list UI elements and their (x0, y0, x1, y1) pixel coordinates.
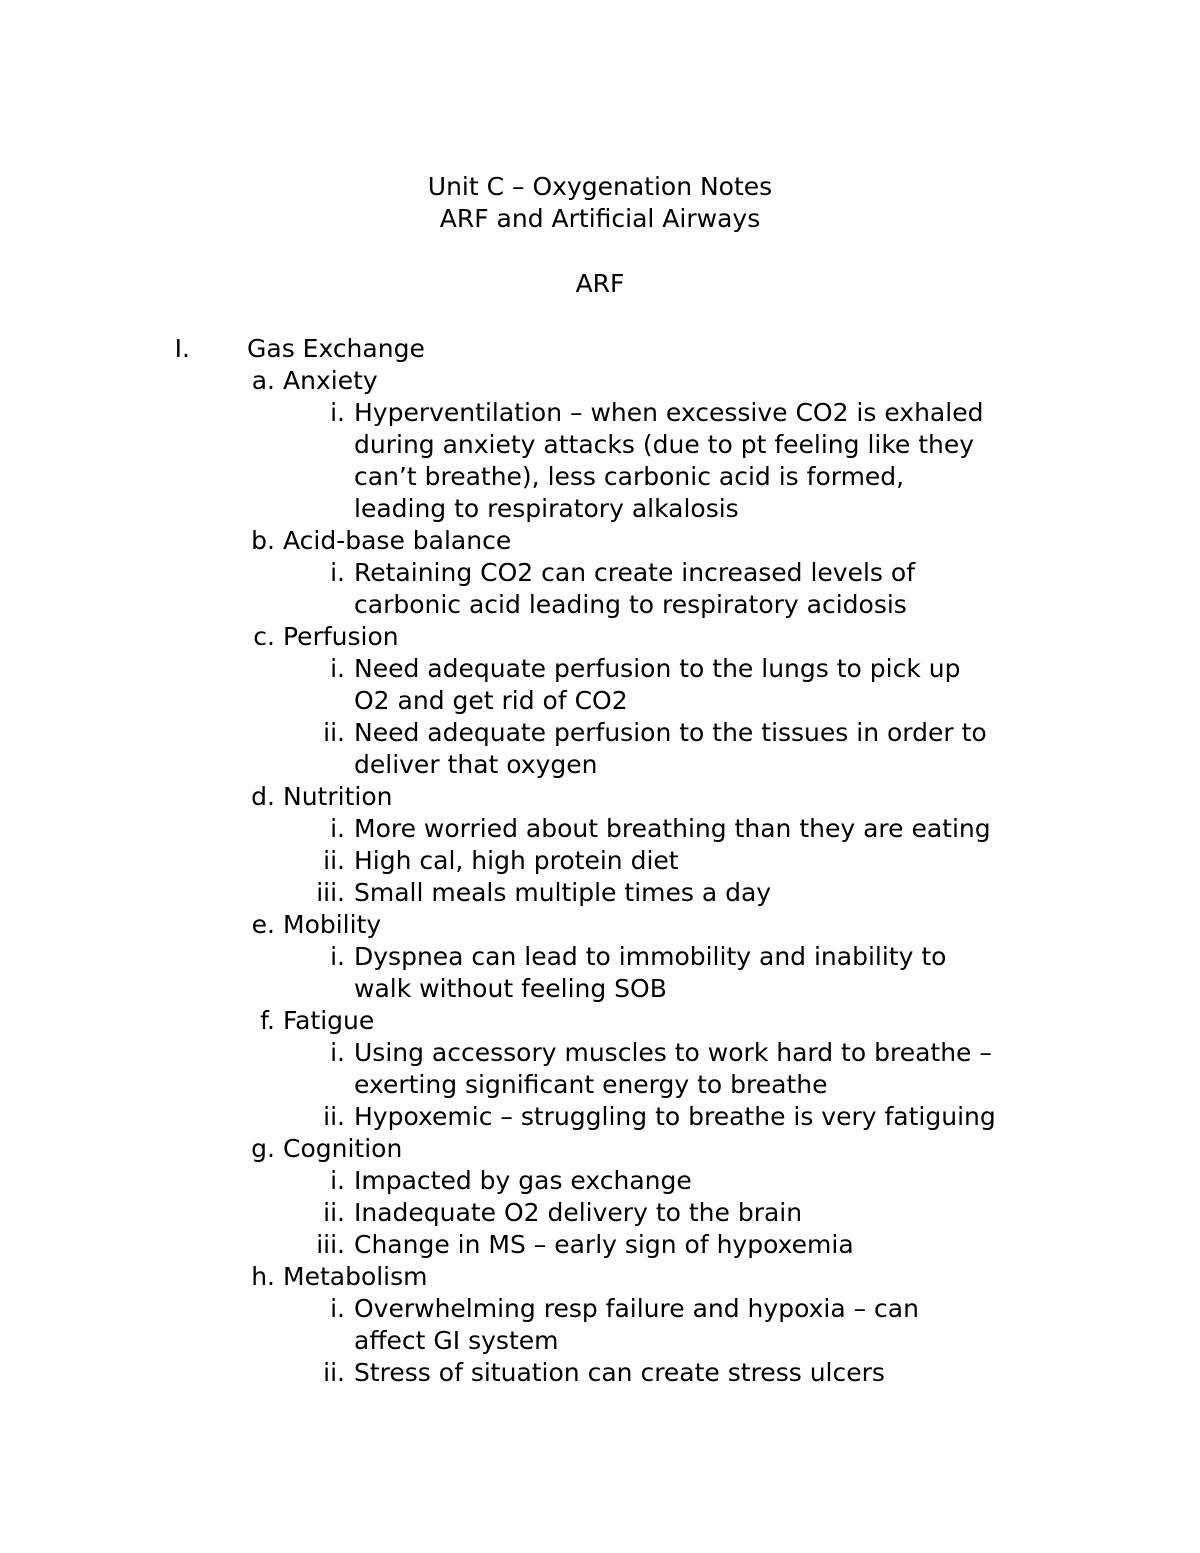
outline-item-level-2 (0, 781, 1200, 813)
outline-marker: e. (251, 910, 275, 939)
outline-item-level-3 (0, 397, 1200, 429)
outline-text: Small meals multiple times a day (354, 878, 772, 907)
outline-continuation-line (0, 461, 1200, 493)
outline-marker: ii. (323, 1358, 345, 1387)
outline-text: Dyspnea can lead to immobility and inability to (354, 942, 947, 971)
outline-text: Stress of situation can create stress ulcers (354, 1358, 885, 1387)
outline-marker: i. (330, 398, 345, 427)
outline-text: leading to respiratory alkalosis (354, 494, 739, 523)
outline-continuation-line (0, 685, 1200, 717)
outline-item-level-3 (0, 1293, 1200, 1325)
outline-text: Hypoxemic – struggling to breathe is very fatiguing (354, 1102, 996, 1131)
outline-item-level-3 (0, 1165, 1200, 1197)
document-title: Unit C – Oxygenation Notes (427, 172, 773, 201)
outline-text: Perfusion (283, 622, 399, 651)
outline-text: affect GI system (354, 1326, 559, 1355)
outline-text: walk without feeling SOB (354, 974, 667, 1003)
outline-text: Need adequate perfusion to the tissues in order to (354, 718, 987, 747)
outline-marker: i. (330, 1294, 345, 1323)
outline-text: Anxiety (283, 366, 378, 395)
outline-text: Gas Exchange (247, 334, 425, 363)
outline-item-level-2 (0, 1261, 1200, 1293)
outline-continuation-line (0, 589, 1200, 621)
outline-marker: i. (330, 1038, 345, 1067)
outline-continuation-line (0, 973, 1200, 1005)
outline-text: deliver that oxygen (354, 750, 598, 779)
outline-text: exerting significant energy to breathe (354, 1070, 828, 1099)
outline-marker: d. (251, 782, 275, 811)
outline-item-level-3 (0, 813, 1200, 845)
outline-text: Acid-base balance (283, 526, 512, 555)
outline-marker: i. (330, 814, 345, 843)
outline-item-level-2 (0, 621, 1200, 653)
outline-marker: f. (260, 1006, 275, 1035)
outline-text: Nutrition (283, 782, 393, 811)
outline-item-level-3 (0, 845, 1200, 877)
outline-text: High cal, high protein diet (354, 846, 679, 875)
outline-marker: ii. (323, 846, 345, 875)
outline-text: Overwhelming resp failure and hypoxia – can (354, 1294, 919, 1323)
outline-continuation-line (0, 493, 1200, 525)
outline-text: can’t breathe), less carbonic acid is formed, (354, 462, 905, 491)
outline-item-level-3 (0, 941, 1200, 973)
outline-item-level-3 (0, 557, 1200, 589)
outline-text: Using accessory muscles to work hard to breathe – (354, 1038, 992, 1067)
outline-item-level-2 (0, 1005, 1200, 1037)
outline-marker: c. (253, 622, 275, 651)
document-subtitle: ARF and Artificial Airways (439, 204, 761, 233)
outline-item-level-3 (0, 1357, 1200, 1389)
document-header (0, 171, 1200, 300)
outline-marker: i. (330, 654, 345, 683)
outline-item-level-3 (0, 1229, 1200, 1261)
outline-item-level-2 (0, 365, 1200, 397)
section-heading: ARF (575, 269, 625, 298)
outline-continuation-line (0, 749, 1200, 781)
outline-item-level-3 (0, 653, 1200, 685)
outline-item-level-2 (0, 525, 1200, 557)
outline-marker: ii. (323, 718, 345, 747)
outline-marker: i. (330, 558, 345, 587)
outline-text: Hyperventilation – when excessive CO2 is exhaled (354, 398, 984, 427)
outline-text: Mobility (283, 910, 382, 939)
outline-text: Fatigue (283, 1006, 375, 1035)
outline-continuation-line (0, 1069, 1200, 1101)
outline-item-level-3 (0, 1101, 1200, 1133)
outline-text: during anxiety attacks (due to pt feeling like they (354, 430, 975, 459)
notes-outline (0, 333, 1200, 1389)
outline-continuation-line (0, 429, 1200, 461)
outline-marker: ii. (323, 1198, 345, 1227)
outline-marker: h. (251, 1262, 275, 1291)
outline-item-level-3 (0, 877, 1200, 909)
outline-text: Cognition (283, 1134, 403, 1163)
outline-continuation-line (0, 1325, 1200, 1357)
outline-marker: ii. (323, 1102, 345, 1131)
outline-text: Impacted by gas exchange (354, 1166, 692, 1195)
outline-marker: iii. (316, 878, 345, 907)
outline-marker: a. (251, 366, 275, 395)
outline-text: carbonic acid leading to respiratory acidosis (354, 590, 907, 619)
outline-text: Change in MS – early sign of hypoxemia (354, 1230, 854, 1259)
outline-marker: g. (251, 1134, 275, 1163)
outline-item-level-3 (0, 717, 1200, 749)
outline-marker: b. (251, 526, 275, 555)
outline-text: O2 and get rid of CO2 (354, 686, 628, 715)
outline-marker: iii. (316, 1230, 345, 1259)
outline-text: More worried about breathing than they are eating (354, 814, 991, 843)
outline-marker: i. (330, 1166, 345, 1195)
outline-text: Need adequate perfusion to the lungs to pick up (354, 654, 961, 683)
outline-item-level-2 (0, 909, 1200, 941)
outline-text: Retaining CO2 can create increased levels of (354, 558, 915, 587)
outline-marker: i. (330, 942, 345, 971)
outline-item-level-3 (0, 1037, 1200, 1069)
outline-text: Inadequate O2 delivery to the brain (354, 1198, 803, 1227)
outline-text: Metabolism (283, 1262, 428, 1291)
outline-marker: I. (174, 334, 190, 363)
outline-item-level-3 (0, 1197, 1200, 1229)
outline-item-level-1 (0, 333, 1200, 365)
outline-item-level-2 (0, 1133, 1200, 1165)
